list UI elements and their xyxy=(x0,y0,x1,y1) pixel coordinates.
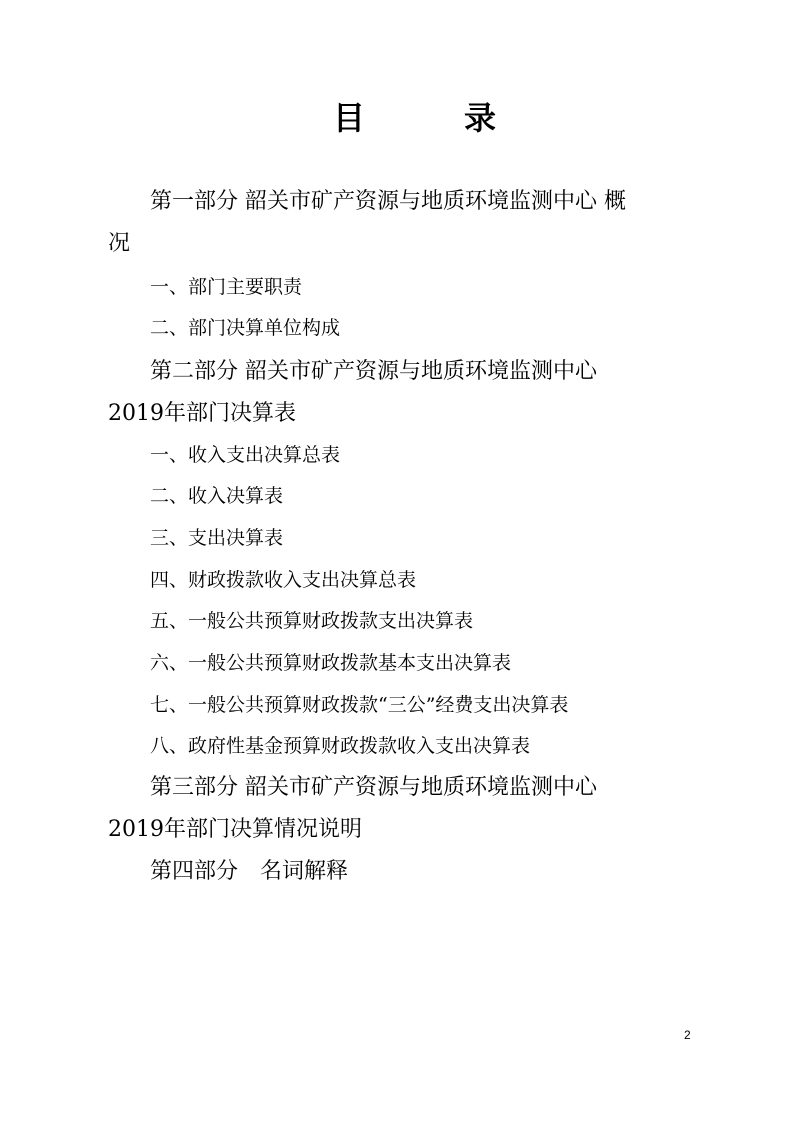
toc-part-1-item-2[interactable]: 二、部门决算单位构成 xyxy=(150,317,341,339)
toc-part-1-line-1[interactable]: 第一部分 韶关市矿产资源与地质环境监测中心 概 xyxy=(150,189,626,214)
toc-part-2-line-1[interactable]: 第二部分 韶关市矿产资源与地质环境监测中心 xyxy=(150,359,597,384)
toc-part-2-item-4[interactable]: 四、财政拨款收入支出决算总表 xyxy=(150,569,417,591)
page-number: 2 xyxy=(684,1028,691,1042)
toc-part-4-line-1[interactable]: 第四部分 名词解释 xyxy=(150,859,349,884)
toc-part-2-item-6[interactable]: 六、一般公共预算财政拨款基本支出决算表 xyxy=(150,652,512,674)
toc-part-1-line-2[interactable]: 况 xyxy=(108,231,131,256)
title-char-1: 目 xyxy=(333,99,366,137)
title-char-2: 录 xyxy=(464,99,497,137)
toc-part-2-line-2[interactable]: 2019年部门决算表 xyxy=(108,401,296,426)
toc-part-2-item-3[interactable]: 三、支出决算表 xyxy=(150,527,284,549)
toc-part-2-item-7[interactable]: 七、一般公共预算财政拨款“三公”经费支出决算表 xyxy=(150,694,569,716)
toc-part-2-item-8[interactable]: 八、政府性基金预算财政拨款收入支出决算表 xyxy=(150,735,531,757)
toc-part-1-item-1[interactable]: 一、部门主要职责 xyxy=(150,276,303,298)
toc-part-2-item-1[interactable]: 一、收入支出决算总表 xyxy=(150,444,341,466)
toc-part-3-line-1[interactable]: 第三部分 韶关市矿产资源与地质环境监测中心 xyxy=(150,775,597,800)
toc-part-2-item-2[interactable]: 二、收入决算表 xyxy=(150,485,284,507)
toc-part-3-line-2[interactable]: 2019年部门决算情况说明 xyxy=(108,817,362,842)
toc-part-2-item-5[interactable]: 五、一般公共预算财政拨款支出决算表 xyxy=(150,610,474,632)
